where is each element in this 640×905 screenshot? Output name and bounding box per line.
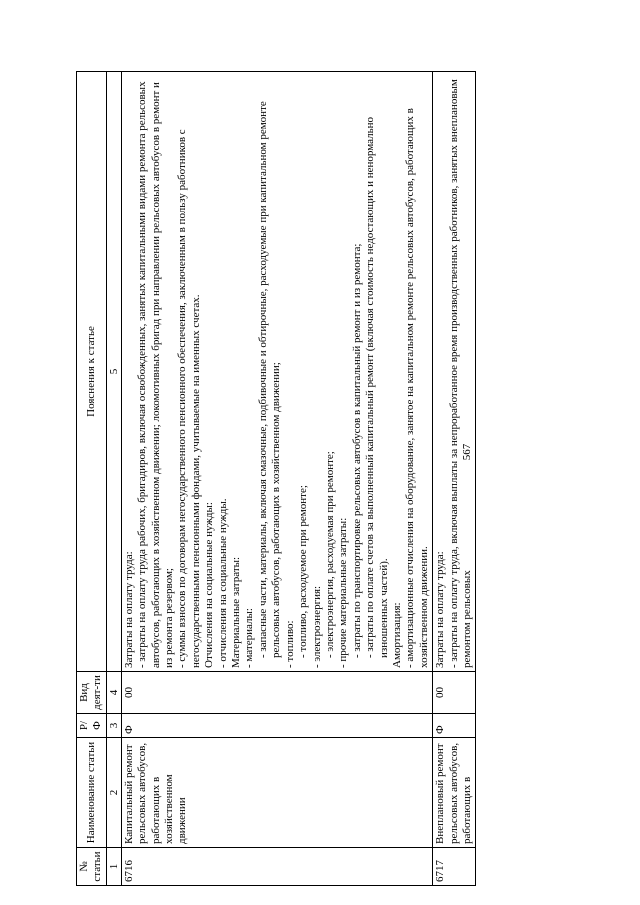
explanation-line: - топливо: bbox=[283, 620, 296, 668]
article-number: 6717 bbox=[433, 848, 476, 886]
table-row bbox=[121, 72, 432, 886]
article-explanation bbox=[121, 72, 432, 672]
column-number: 3 bbox=[106, 714, 121, 738]
explanation-line: - запасные части, материалы, включая смазочные, подбивочные и обтирочные, расходуемые при капитальном ремонте рельсовых автобусов, работающих в хозяйственном движении; bbox=[256, 101, 283, 658]
explanation-line: - суммы взносов по договорам негосударственного пенсионного обеспечения, заключенным в пользу работников с негосударственными пенсионными фондами, учитываемые на именных счетах. bbox=[176, 129, 202, 668]
explanation-line: - электроэнергия: bbox=[310, 585, 323, 668]
column-number: 4 bbox=[106, 672, 121, 714]
explanation-line: Амортизация: bbox=[390, 602, 403, 668]
explanation-line: Затраты на оплату труда: bbox=[122, 551, 135, 668]
activity-type-value: 00 bbox=[121, 672, 432, 714]
explanation-line: - затраты по транспортировке рельсовых автобусов в капитальный ремонт и из ремонта; bbox=[350, 243, 363, 658]
column-number: 5 bbox=[106, 72, 121, 672]
page-number: 567 bbox=[461, 443, 473, 461]
article-number: 6716 bbox=[121, 848, 432, 886]
explanation-line: - прочие материальные затраты: bbox=[337, 517, 350, 668]
explanation-line: - материалы: bbox=[243, 608, 256, 668]
header-rf: Р/ Ф bbox=[77, 714, 107, 738]
header-article-name: Наименование статьи bbox=[77, 738, 107, 848]
expense-table bbox=[76, 71, 476, 886]
explanation-line: - амортизационные отчисления на оборудование, занятое на капитальном ремонте рельсовых автобусов, работающих в хозяйственном движении. bbox=[404, 108, 430, 668]
table-row bbox=[433, 72, 476, 886]
explanation-line: Материальные затраты: bbox=[230, 556, 243, 668]
explanation-line: Отчисления на социальные нужды: bbox=[203, 502, 216, 668]
header-activity-type: Вид деят-ти bbox=[77, 672, 107, 714]
explanation-line: - электроэнергия, расходуемая при ремонте; bbox=[323, 451, 336, 658]
rotated-table-container bbox=[76, 72, 615, 886]
column-number: 2 bbox=[106, 738, 121, 848]
explanation-line: - затраты на оплату труда рабочих, бригадиров, включая освобожденных, занятых капитальными видами ремонта рельсовых автобусов, работающих в хозяйственном движении; локомотивных бригад при направлении рельсовых автобусов в ремонт и из ремонта резервом; bbox=[136, 81, 176, 668]
rf-value: Ф bbox=[433, 714, 476, 738]
header-explanations: Пояснения к статье bbox=[77, 72, 107, 672]
explanation-line: - отчисления на социальные нужды. bbox=[216, 498, 229, 668]
column-number: 1 bbox=[106, 848, 121, 886]
rf-value: Ф bbox=[121, 714, 432, 738]
explanation-line: - топливо, расходуемое при ремонте; bbox=[297, 485, 310, 658]
table-header-row bbox=[77, 72, 107, 886]
article-explanation bbox=[433, 72, 476, 672]
activity-type-value: 00 bbox=[433, 672, 476, 714]
explanation-line: Затраты на оплату труда: bbox=[434, 551, 447, 668]
header-article-number: № статьи bbox=[77, 848, 107, 886]
explanation-line: - затраты по оплате счетов за выполненный капитальный ремонт (включая стоимость недостающих и ненормально изношенных частей). bbox=[364, 117, 390, 658]
article-name: Внеплановый ремонт рельсовых автобусов, работающих в bbox=[433, 738, 476, 848]
column-number-row bbox=[106, 72, 121, 886]
article-name: Капитальный ремонт рельсовых автобусов, работающих в хозяйственном движении bbox=[121, 738, 432, 848]
explanation-line: - затраты на оплату труда, включая выплаты за непроработанное время производственных работников, занятых внеплановым ремонтом рельсовых bbox=[447, 79, 473, 668]
